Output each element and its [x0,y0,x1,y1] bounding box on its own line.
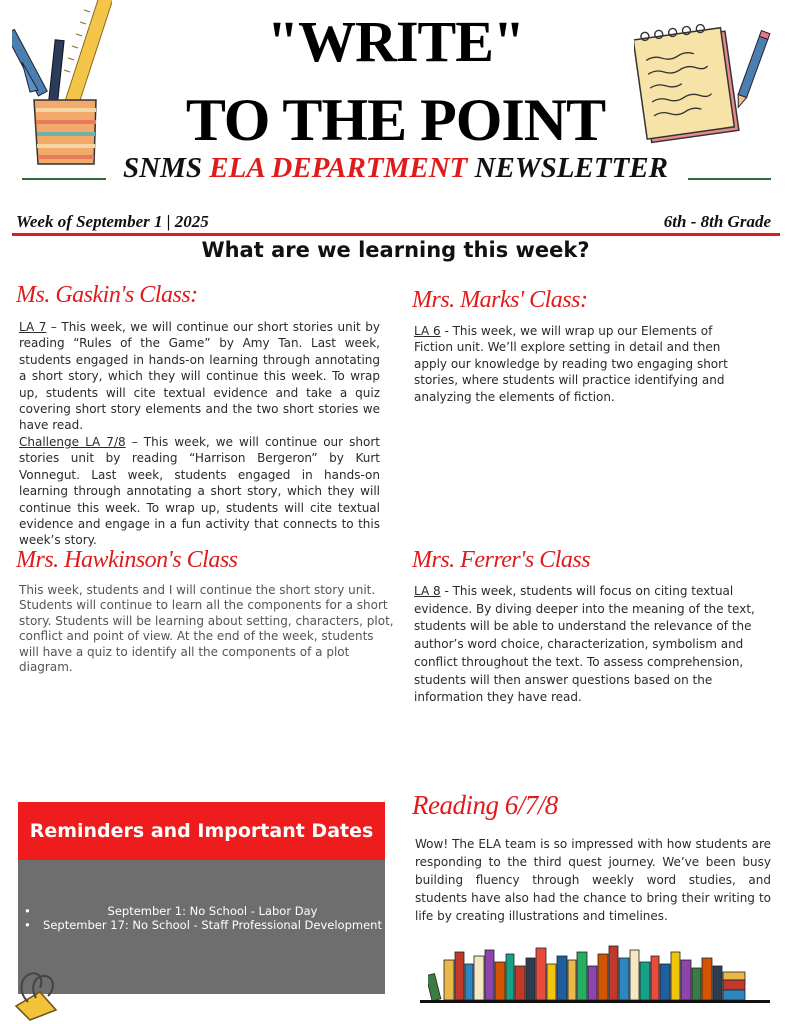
newsletter-title-line1: "WRITE" [266,9,525,74]
gaskin-heading: Ms. Gaskin's Class: [16,282,198,308]
challenge-text: – This week, we will continue our short stories unit by reading “Harrison Bergeron” by Kurt Vonnegut. Last week, students engaged in hands-on learning through annotating a short story, which they will continue this week. To wrap up, students will cite textual evidence and engage in a fun activity that connects to this week’s story. [19,435,380,548]
la6-text: - This week, we will wrap up our Elements of Fiction unit. We’ll explore setting in detail and then apply our knowledge by reading two engaging short stories, where students will practice identifying and analyzing the elements of fiction. [414,324,728,404]
week-date: Week of September 1 | 2025 [16,212,209,231]
gaskin-la7-paragraph [19,319,380,434]
subtitle-department: ELA DEPARTMENT [209,152,468,184]
marks-heading: Mrs. Marks' Class: [412,287,588,313]
hawkinson-paragraph: This week, students and I will continue the short story unit. Students will continue to learn all the components for a short story. Students will be learning about setting, characters, plot, conflict and point of view. At the end of the week, students will have a quiz to identify all the components of a plot diagram. [19,583,394,675]
la7-text: – This week, we will continue our short stories unit by reading “Rules of the Game” by Amy Tan. Last week, students engaged in hands-on learning through annotating a short story, which they will continue this week. To wrap up, students will cite textual evidence and take a quiz covering short story elements and the two short stories we have read. [19,320,380,433]
section-question: What are we learning this week? [201,238,590,262]
right-divider [688,178,771,180]
marks-la6-paragraph [414,323,754,405]
header-divider [12,233,780,236]
hawkinson-heading: Mrs. Hawkinson's Class [16,547,238,573]
reminder-item: • September 1: No School - Labor Day [18,904,385,918]
challenge-label: Challenge LA 7/8 [19,435,126,449]
newsletter-title-line2: TO THE POINT [185,87,606,153]
bottom-divider [420,1000,770,1003]
reading-heading: Reading 6/7/8 [412,790,558,820]
ferrer-heading: Mrs. Ferrer's Class [412,547,591,573]
la8-text: - This week, students will focus on citing textual evidence. By diving deeper into the meaning of the text, students will be able to understand the relevance of the author’s word choice, characterization, symbolism and conflict throughout the text. To assess comprehension, students will then answer questions based on the information they have read. [414,584,755,705]
reminder-item: • September 17: No School - Staff Professional Development [18,918,385,932]
left-divider [22,178,106,180]
ferrer-la8-paragraph [414,583,759,707]
la6-label: LA 6 [414,324,441,338]
subtitle-newsletter: NEWSLETTER [467,152,668,184]
paper-clip-icon [10,966,66,1022]
subtitle-school: SNMS [123,152,210,184]
reminders-heading: Reminders and Important Dates [18,802,385,860]
grade-range: 6th - 8th Grade [663,212,771,231]
la7-label: LA 7 [19,320,47,334]
gaskin-challenge-paragraph [19,434,380,549]
bookshelf-icon [428,938,750,1000]
reminders-list [18,904,385,932]
newsletter-subtitle [0,152,791,185]
la8-label: LA 8 [414,584,441,598]
reading-paragraph: Wow! The ELA team is so impressed with how students are responding to the third quest journey. We’ve been busy building fluency through weekly word studies, and students have also had the chance to bring their writing to life by creating illustrations and timelines. [415,837,771,923]
